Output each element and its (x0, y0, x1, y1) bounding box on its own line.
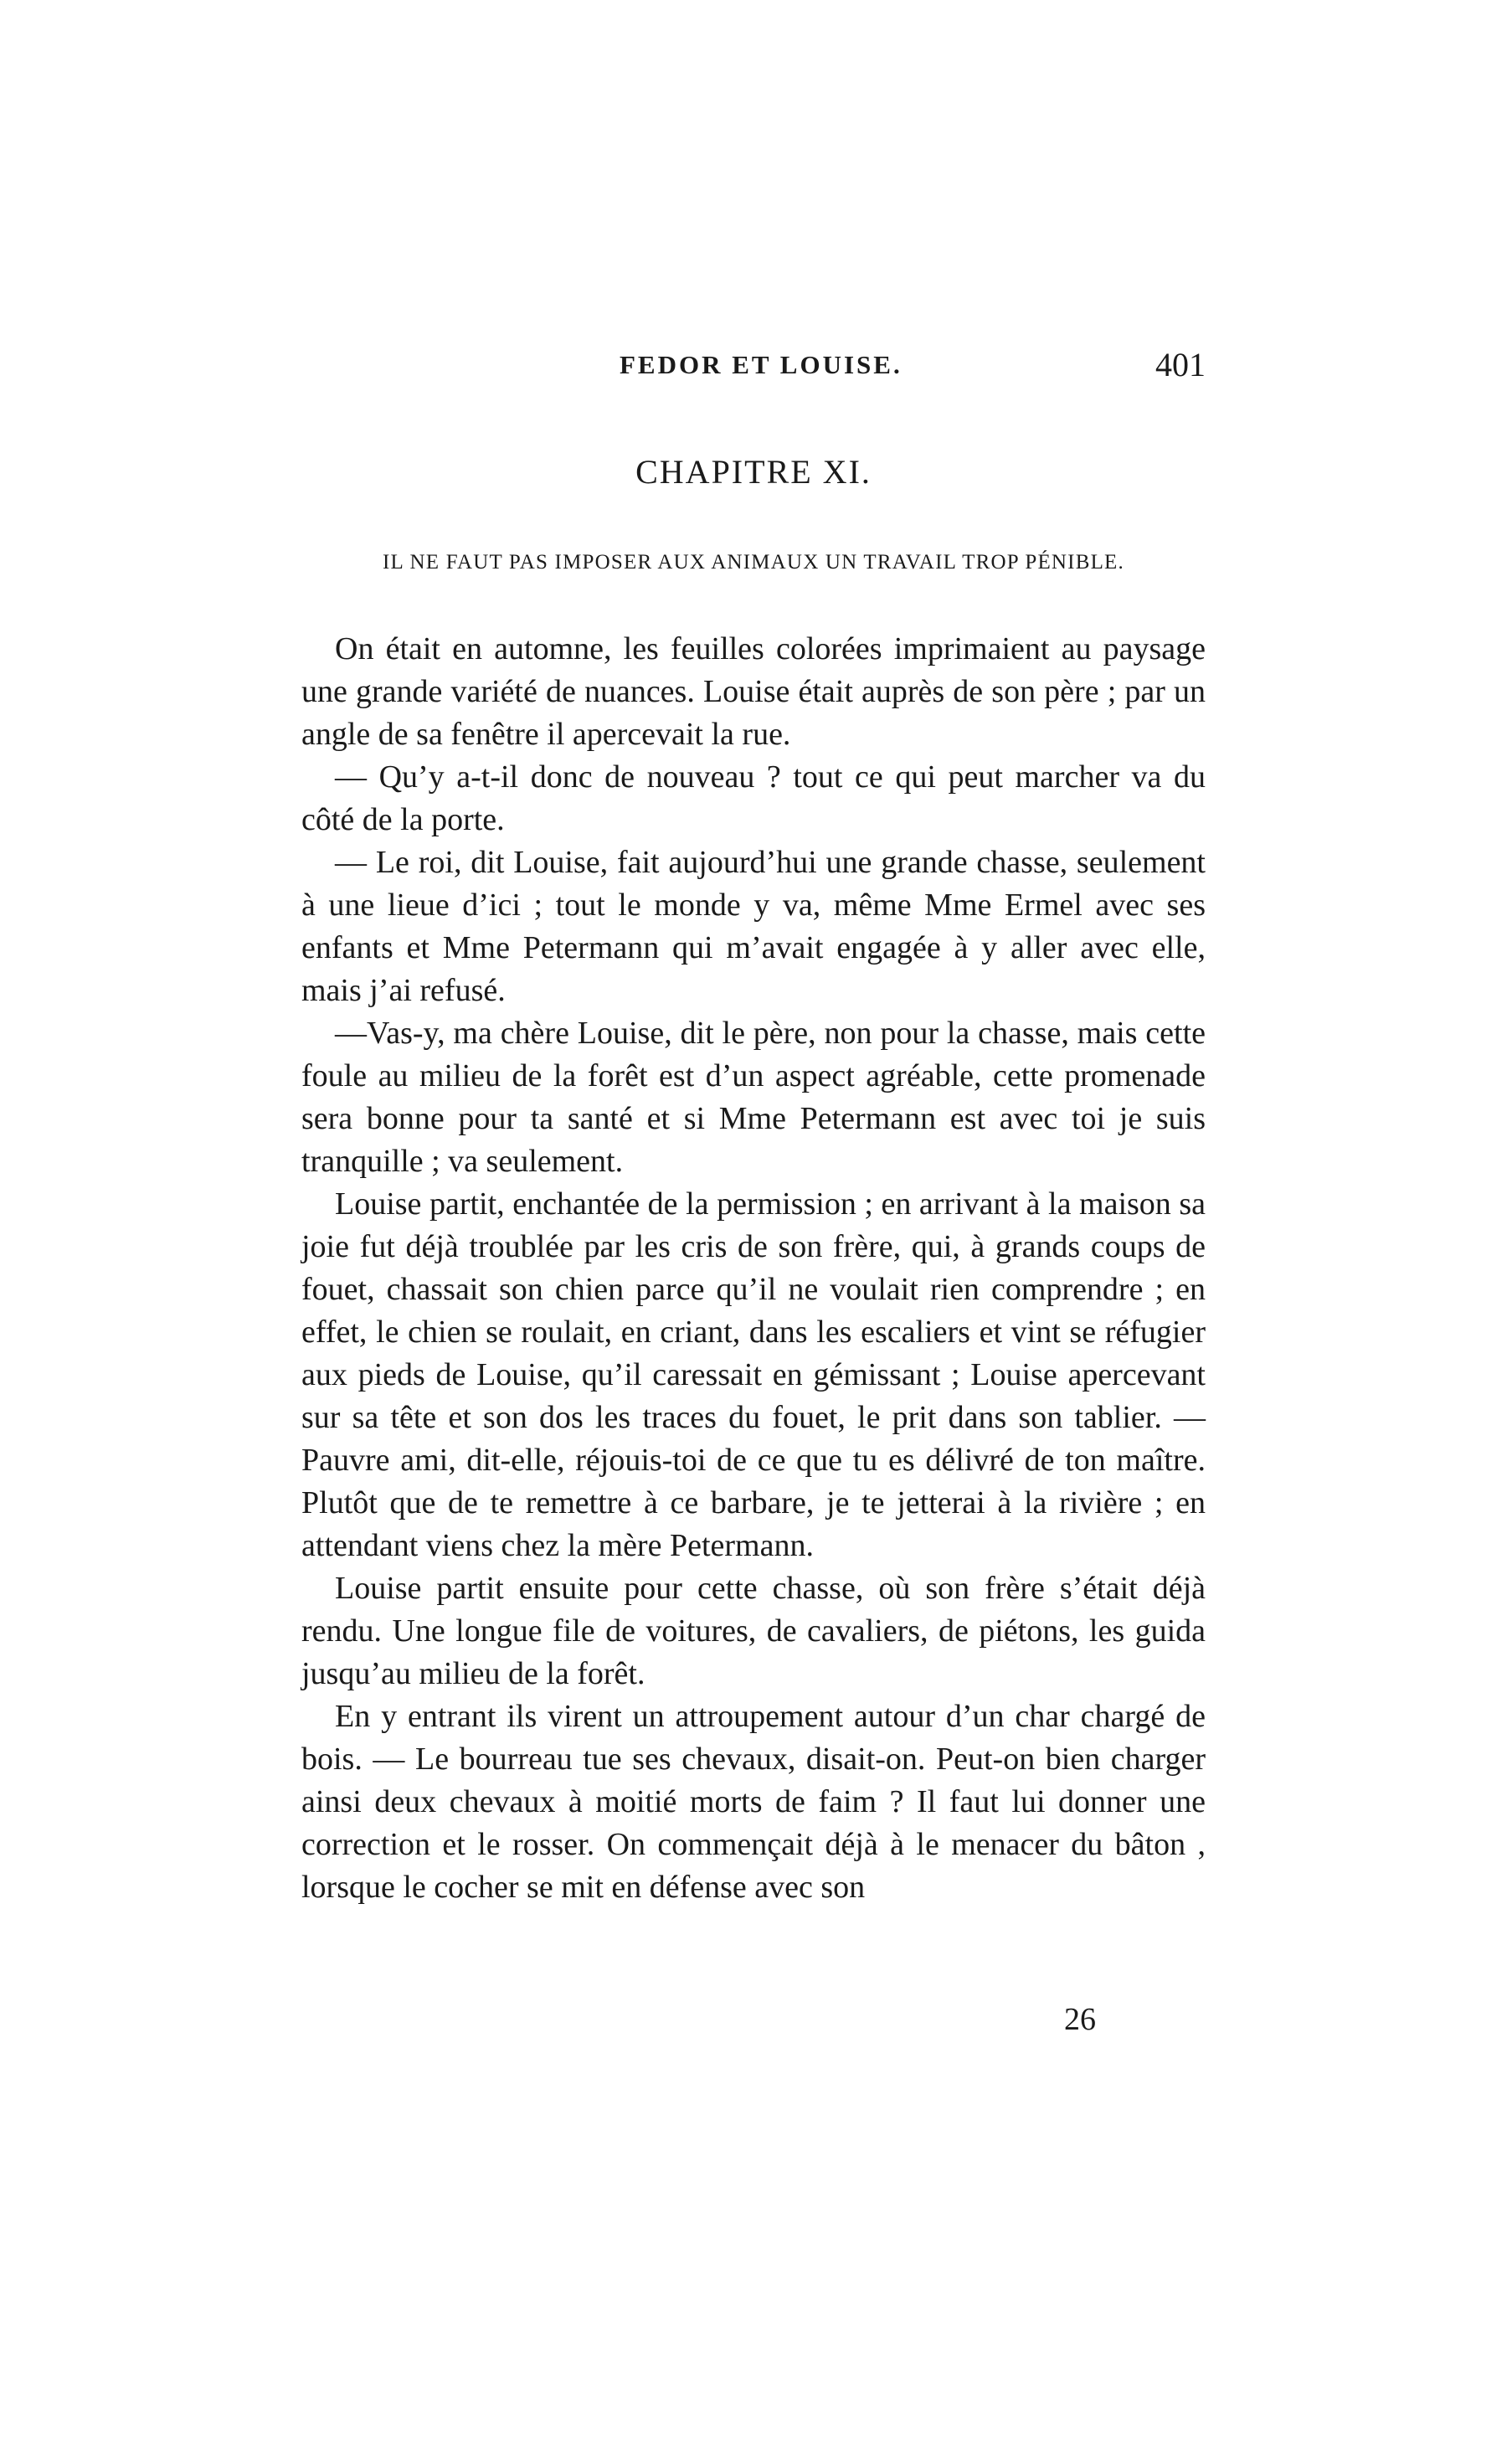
paragraph: Louise partit ensuite pour cette chasse, où son frère s’était déjà rendu. Une longue file de voitures, de cavaliers, de piétons, les guida jusqu’au milieu de la forêt. (301, 1571, 1206, 1691)
paragraph: Louise partit, enchantée de la permission ; en arrivant à la maison sa joie fut déjà troublée par les cris de son frère, qui, à grands coups de fouet, chassait son chien parce qu’il ne voulait rien comprendre ; en effet, le chien se roulait, en criant, dans les escaliers et vint se réfugier aux pieds de Louise, qu’il caressait en gémissant ; Louise apercevant sur sa tête et son dos les traces du fouet, le prit dans son tablier. — Pauvre ami, dit-elle, réjouis-toi de ce que tu es délivré de ton maître. Plutôt que de te remettre à ce barbare, je te jetterai à la rivière ; en attendant viens chez la mère Petermann. (301, 1186, 1206, 1563)
paragraph: — Qu’y a-t-il donc de nouveau ? tout ce qui peut marcher va du côté de la porte. (301, 759, 1206, 837)
running-head (301, 346, 1206, 400)
page-number: 401 (1155, 346, 1206, 383)
chapter-subtitle: IL NE FAUT PAS IMPOSER AUX ANIMAUX UN TRAVAIL TROP PÉNIBLE. (383, 551, 1124, 574)
chapter-title: CHAPITRE XI. (635, 453, 872, 491)
signature-mark: 26 (1064, 2002, 1096, 2037)
paragraph: On était en automne, les feuilles colorées imprimaient au paysage une grande variété de nuances. Louise était auprès de son père ; par un angle de sa fenêtre il apercevait la rue. (301, 631, 1206, 752)
paragraph: — Le roi, dit Louise, fait aujourd’hui une grande chasse, seulement à une lieue d’ici ; tout le monde y va, même Mme Ermel avec ses enfants et Mme Petermann qui m’avait engagée à y aller avec elle, mais j’ai refusé. (301, 845, 1206, 1008)
paragraph: —Vas-y, ma chère Louise, dit le père, non pour la chasse, mais cette foule au milieu de la forêt est d’un aspect agréable, cette promenade sera bonne pour ta santé et si Mme Petermann est avec toi je suis tranquille ; va seulement. (301, 1016, 1206, 1179)
paragraph: En y entrant ils virent un attroupement autour d’un char chargé de bois. — Le bourreau tue ses chevaux, disait-on. Peut-on bien charger ainsi deux chevaux à moitié morts de faim ? Il faut lui donner une correction et le rosser. On commençait déjà à le menacer du bâton , lorsque le cocher se mit en défense avec son (301, 1699, 1206, 1905)
running-title: FEDOR ET LOUISE. (620, 350, 903, 379)
body-text (301, 628, 1206, 1909)
